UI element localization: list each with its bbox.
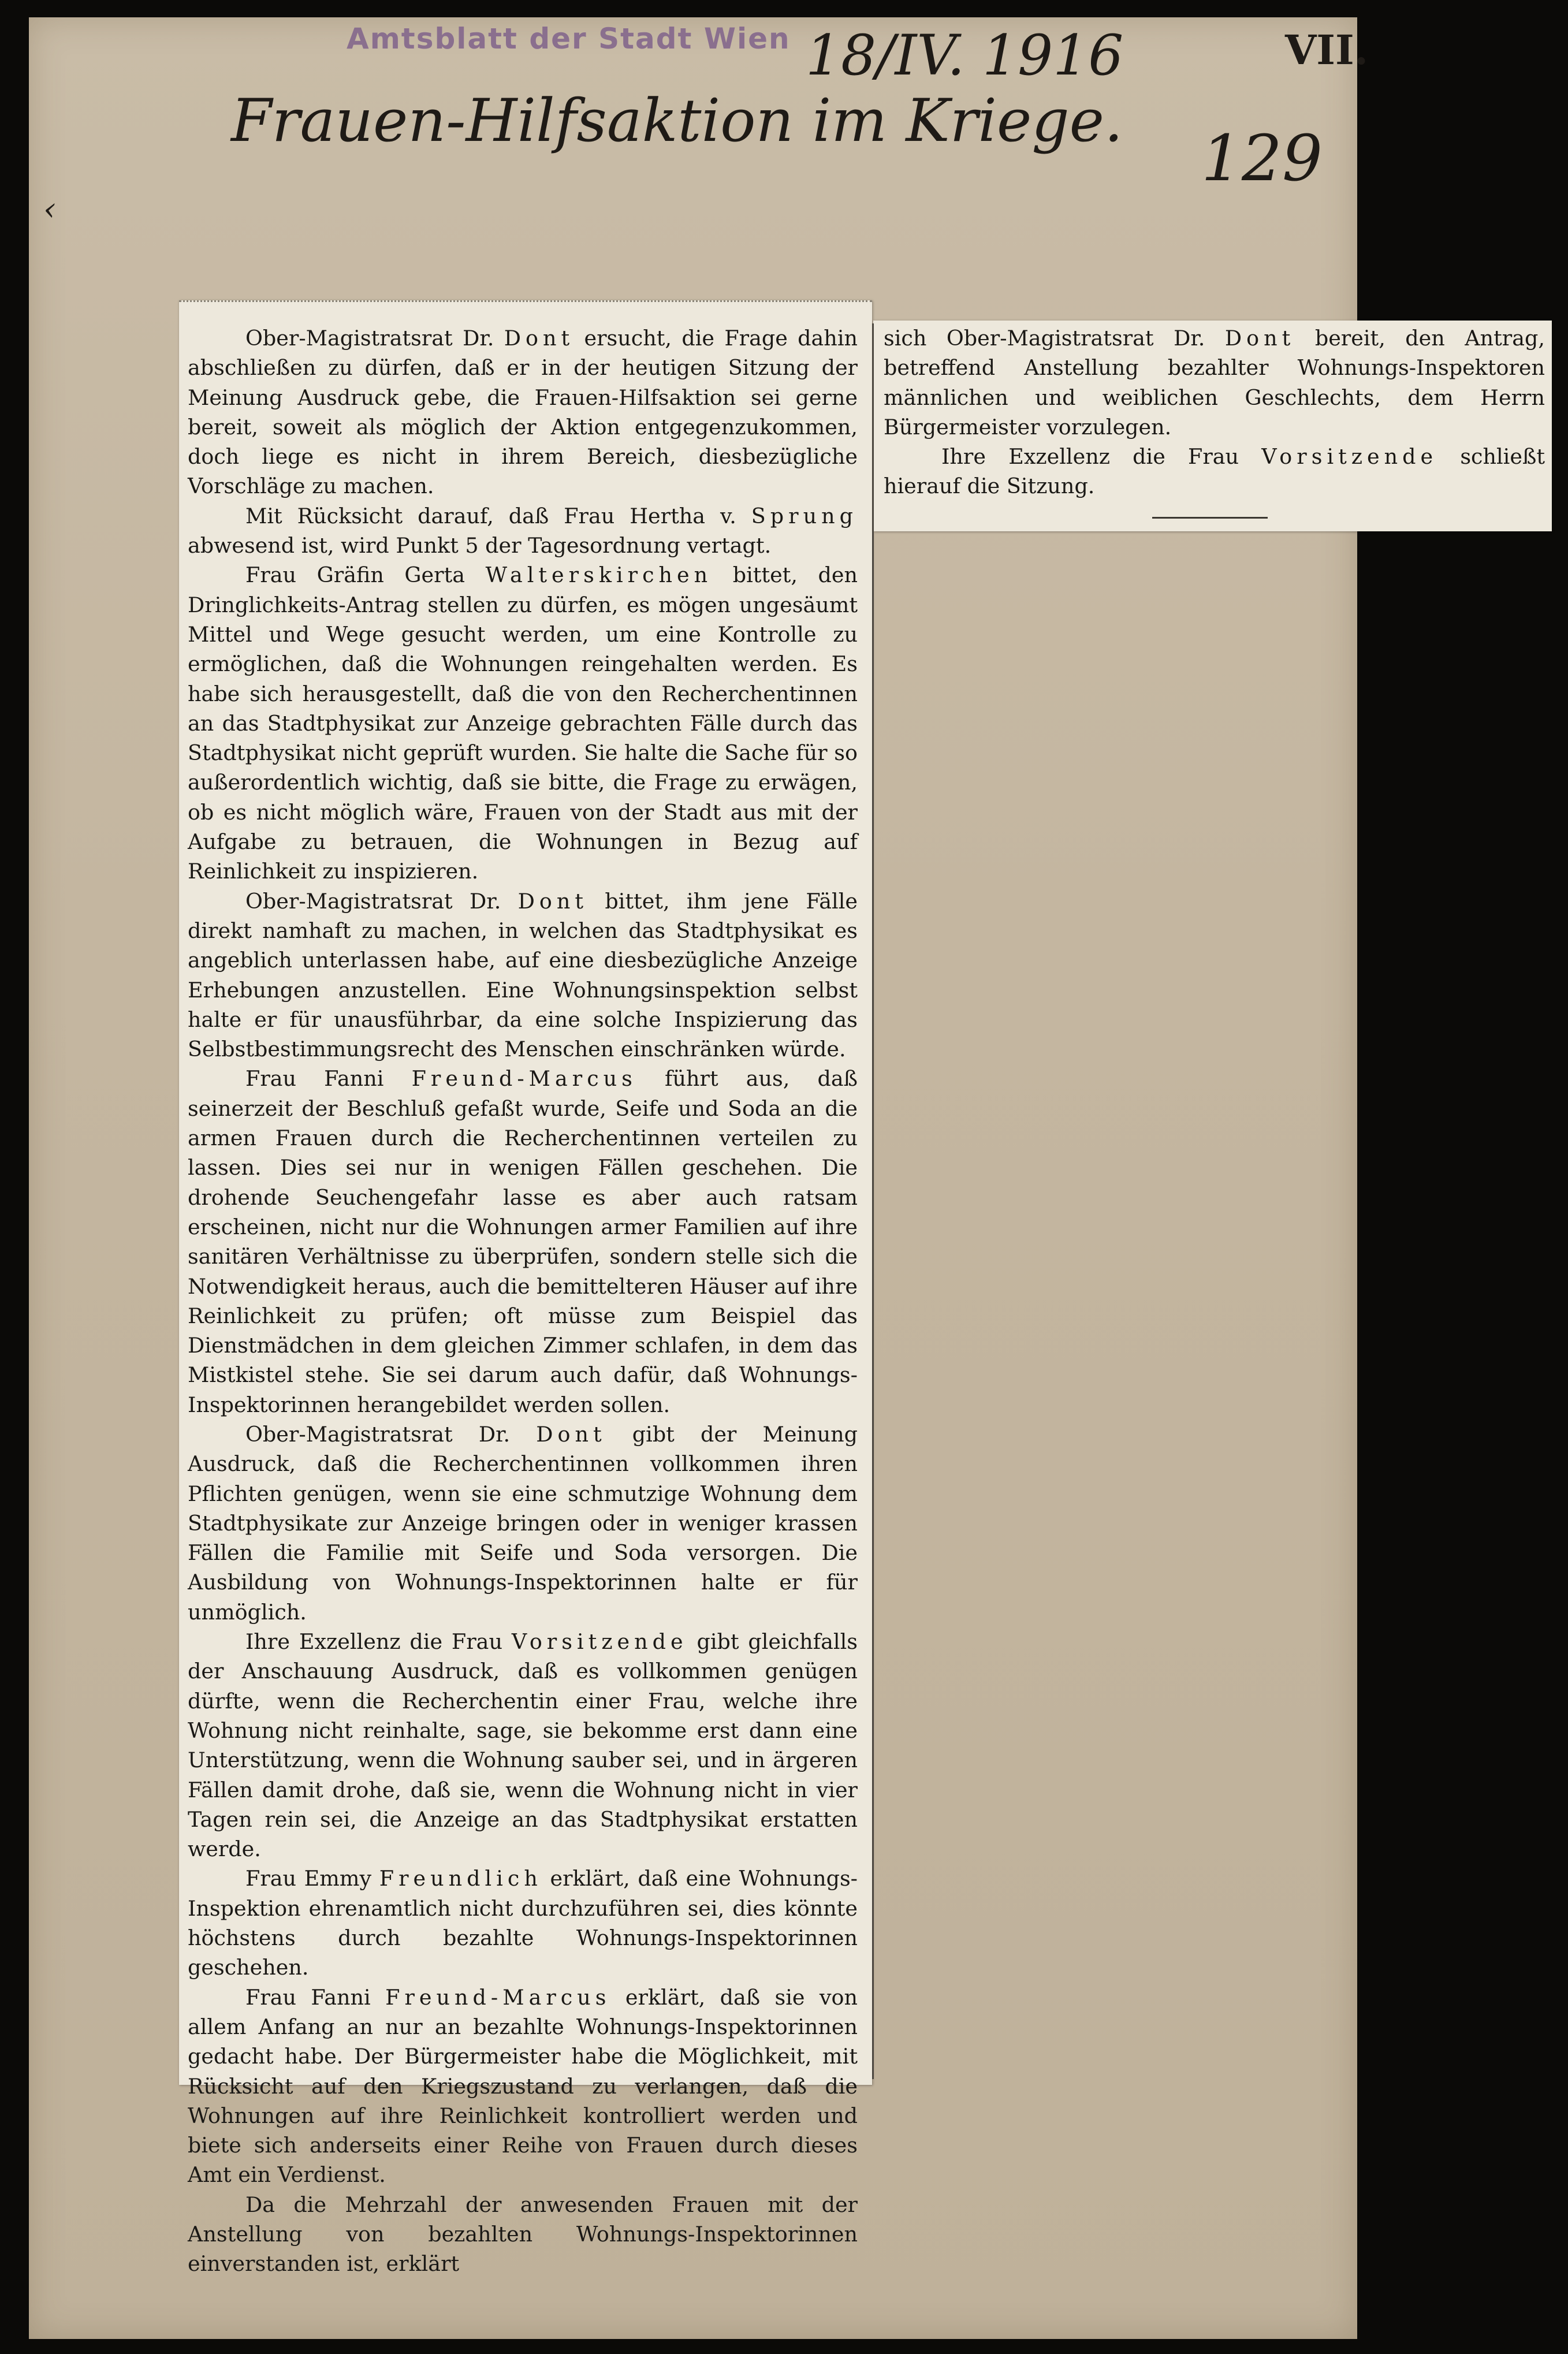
article-left-column [188, 323, 858, 2279]
paragraph: Frau Emmy Freundlich erklärt, daß eine Wohnungs-Inspektion ehrenamtlich nicht durchzuführen sei, dies könnte höchstens durch bezahlte Wohnungs-Inspektorinnen geschehen. [188, 1866, 858, 1980]
page-number: VII. [1285, 26, 1369, 74]
handwritten-title: Frauen-Hilfsaktion im Kriege. [231, 87, 1123, 155]
end-rule [1152, 517, 1268, 519]
paragraph: sich Ober-Magistratsrat Dr. Dont bereit, den Antrag, betreffend Anstellung bezahlter Wohnungs-Inspektoren männlichen und weiblichen Geschlechts, dem Herrn Bürgermeister vorzulegen. [884, 326, 1545, 439]
margin-mark: ‹ [43, 191, 57, 228]
paragraph: Mit Rücksicht darauf, daß Frau Hertha v. Sprung abwesend ist, wird Punkt 5 der Tagesordnung vertagt. [188, 503, 858, 558]
paragraph: Frau Gräfin Gerta Walterskirchen bittet, den Dringlichkeits-Antrag stellen zu dürfen, es mögen ungesäumt Mittel und Wege gesucht werden, um eine Kontrolle zu ermöglichen, daß die Wohnungen reingehalten werden. Es habe sich herausgestellt, daß die von den Recherchentinnen an das Stadtphysikat zur Anzeige gebrachten Fälle durch das Stadtphysikat nicht geprüft wurden. Sie halte die Sache für so außerordentlich wichtig, daß sie bitte, die Frage zu erwägen, ob es nicht möglich wäre, Frauen von der Stadt aus mit der Aufgabe zu betrauen, die Wohnungen in Bezug auf Reinlichkeit zu inspizieren. [188, 563, 858, 884]
article-right-column [884, 323, 1545, 501]
paragraph: Ober-Magistratsrat Dr. Dont bittet, ihm jene Fälle direkt namhaft zu machen, in welchen das Stadtphysikat es angeblich unterlassen habe, auf eine diesbezügliche Anzeige Erhebungen anzustellen. Eine Wohnungsinspektion selbst halte er für unausführbar, da eine solche Inspizierung das Selbstbestimmungsrecht des Menschen einschränken würde. [188, 888, 858, 1062]
paragraph: Frau Fanni Freund-Marcus führt aus, daß seinerzeit der Beschluß gefaßt wurde, Seife und Soda an die armen Frauen durch die Recherchentinnen verteilen zu lassen. Dies sei nur in wenigen Fällen geschehen. Die drohende Seuchengefahr lasse es aber auch ratsam erscheinen, nicht nur die Wohnungen armer Familien auf ihre sanitären Verhältnisse zu überprüfen, sondern stelle sich die Notwendigkeit heraus, auch die bemittelteren Häuser auf ihre Reinlichkeit zu prüfen; oft müsse zum Beispiel das Dienstmädchen in dem gleichen Zimmer schlafen, in dem das Mistkistel stehe. Sie sei darum auch dafür, daß Wohnungs-Inspektorinnen herangebildet werden sollen. [188, 1066, 858, 1417]
column-divider [872, 323, 874, 2079]
paragraph: Da die Mehrzahl der anwesenden Frauen mit der Anstellung von bezahlten Wohnungs-Inspektorinnen einverstanden ist, erklärt [188, 2192, 858, 2277]
paragraph: Ober-Magistratsrat Dr. Dont gibt der Meinung Ausdruck, daß die Recherchentinnen vollkommen ihren Pflichten genügen, wenn sie eine schmutzige Wohnung dem Stadtphysikate zur Anzeige bringen oder in weniger krassen Fällen die Familie mit Seife und Soda versorgen. Die Ausbildung von Wohnungs-Inspektorinnen halte er für unmöglich. [188, 1421, 858, 1625]
newspaper-stamp: Amtsblatt der Stadt Wien [347, 22, 791, 55]
paragraph: Frau Fanni Freund-Marcus erklärt, daß sie von allem Anfang an nur an bezahlte Wohnungs-Inspektorinnen gedacht habe. Der Bürgermeister habe die Möglichkeit, mit Rücksicht auf den Kriegszustand zu verlangen, daß die Wohnungen auf ihre Reinlichkeit kontrolliert werden und biete sich anderseits einer Reihe von Frauen durch dieses Amt ein Verdienst. [188, 1984, 858, 2188]
paragraph: Ihre Exzellenz die Frau Vorsitzende schließt hierauf die Sitzung. [884, 444, 1545, 499]
paragraph: Ober-Magistratsrat Dr. Dont ersucht, die Frage dahin abschließen zu dürfen, daß er in der heutigen Sitzung der Meinung Ausdruck gebe, die Frauen-Hilfsaktion sei gerne bereit, soweit als möglich der Aktion entgegenzukommen, doch liege es nicht in ihrem Bereich, diesbezügliche Vorschläge zu machen. [188, 326, 858, 499]
handwritten-date: 18/IV. 1916 [806, 23, 1124, 88]
folio-number: 129 [1201, 121, 1323, 195]
paragraph: Ihre Exzellenz die Frau Vorsitzende gibt gleichfalls der Anschauung Ausdruck, daß es vollkommen genügen dürfte, wenn die Recherchentin einer Frau, welche ihre Wohnung nicht reinhalte, sage, sie bekomme erst dann eine Unterstützung, wenn die Wohnung sauber sei, und in ärgeren Fällen damit drohe, daß sie, wenn die Wohnung nicht in vier Tagen rein sei, die Anzeige an das Stadtphysikat erstatten werde. [188, 1629, 858, 1862]
